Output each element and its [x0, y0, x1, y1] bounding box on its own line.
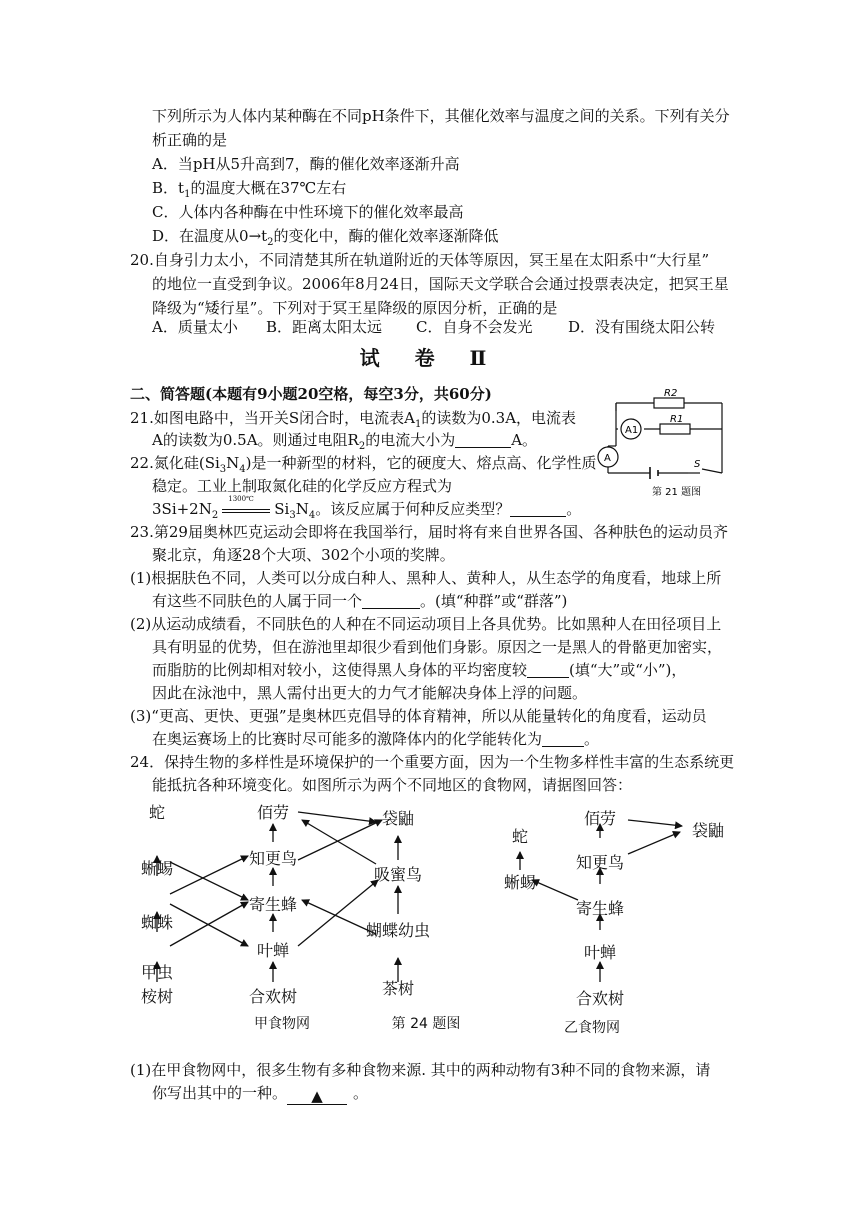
answer-blank	[362, 592, 420, 609]
answer-blank	[542, 730, 584, 747]
node-zhigengniao-yi: 知更鸟	[575, 853, 625, 872]
battery-icon	[650, 467, 658, 479]
q20-option-c: C．自身不会发光	[416, 318, 533, 336]
label-a1: A1	[625, 425, 639, 436]
food-web-figure	[130, 796, 750, 1036]
caption-jia: 甲食物网	[254, 1016, 310, 1032]
section-title: 试 卷 Ⅱ	[359, 346, 501, 370]
node-zhigengniao: 知更鸟	[248, 849, 298, 868]
q21-line1: 21.如图电路中，当开关S闭合时，电流表$A_1$的读数为0.3A，电流表	[130, 409, 577, 430]
node-yechan: 叶蝉	[256, 941, 290, 960]
q19-stem-line1: 下列所示为人体内某种酶在不同pH条件下，其催化效率与温度之间的关系。下列有关分	[152, 107, 730, 125]
q20-line3: 降级为“矮行星”。下列对于冥王星降级的原因分析，正确的是	[152, 299, 558, 317]
node-yechan-yi: 叶蝉	[583, 943, 617, 962]
section-header: 二、简答题(本题有9小题20空格，每空3分，共60分)	[130, 385, 492, 403]
q22-line1: 22.氮化硅$(Si_3N_4)$是一种新型的材料，它的硬度大、熔点高、化学性质	[130, 454, 597, 475]
circuit-diagram	[588, 385, 734, 505]
q22-line2: 稳定。工业上制取氮化硅的化学反应方程式为	[152, 477, 453, 495]
q24-part1-line2: 你写出其中的一种。 ▲ 。	[152, 1084, 369, 1105]
node-daiyou-yi: 袋鼬	[691, 821, 725, 840]
label-s: S	[694, 459, 701, 470]
node-anshu: 桉树	[140, 987, 174, 1006]
q20-line2: 的地位一直受到争议。2006年8月24日，国际天文学联合会通过投票表决定，把冥王星	[152, 275, 729, 293]
q19-option-d: D．在温度从$0\to t_2$的变化中，酶的催化效率逐渐降低	[152, 227, 499, 248]
node-hehuanshu: 合欢树	[248, 987, 298, 1006]
q23-part2-line2: 具有明显的优势，但在游池里却很少看到他们身影。原因之一是黑人的骨骼更加密实，	[152, 638, 723, 656]
q20-line1: 20.自身引力太小，不同清楚其所在轨道附近的天体等原因，冥王星在太阳系中“大行星”	[130, 251, 710, 269]
q20-option-d: D．没有围绕太阳公转	[568, 318, 716, 336]
answer-blank	[455, 431, 511, 448]
q23-part2-line3: 而脂肪的比例却相对较小，这使得黑人身体的平均密度较 (填“大”或“小”)，	[152, 661, 687, 679]
q23-part2-line1: (2)从运动成绩看，不同肤色的人种在不同运动项目上各具优势。比如黑种人在田径项目上	[130, 615, 722, 633]
caption-yi: 乙食物网	[564, 1020, 620, 1036]
answer-blank-marker: ▲	[287, 1088, 347, 1105]
node-ximiniao: 吸蜜鸟	[373, 865, 423, 884]
q23-line2: 聚北京，角逐28个大项、302个小项的奖牌。	[152, 546, 455, 564]
q23-part1-line2: 有这些不同肤色的人属于同一个 。(填“种群”或“群落”)	[152, 592, 568, 610]
q19-option-c: C．人体内各种酶在中性环境下的催化效率最高	[152, 203, 464, 221]
label-r1: R1	[670, 414, 684, 425]
node-daiyou: 袋鼬	[381, 809, 415, 828]
node-jishengfeng: 寄生蜂	[248, 895, 298, 914]
node-xiyi: 蜥蜴	[140, 859, 174, 878]
resistor-r1	[660, 424, 690, 434]
q21-line2: A的读数为0.5A。则通过电阻$R_2$的电流大小为 A。	[152, 431, 538, 452]
q20-option-b: B．距离太阳太远	[266, 318, 383, 336]
q24-line1: 24．保持生物的多样性是环境保护的一个重要方面，因为一个生物多样性丰富的生态系统更	[130, 753, 735, 771]
q23-part3-line1: (3)“更高、更快、更强”是奥林匹克倡导的体育精神，所以从能量转化的角度看，运动员	[130, 707, 707, 725]
node-jishengfeng-yi: 寄生蜂	[575, 899, 625, 918]
node-she: 蛇	[148, 803, 166, 822]
node-xiyi-yi: 蜥蜴	[503, 873, 537, 892]
node-hudieyouchong: 蝴蝶幼虫	[365, 921, 431, 940]
q23-part2-line4: 因此在泳池中，黑人需付出更大的力气才能解决身体上浮的问题。	[152, 684, 588, 702]
q19-option-b: B．$t_1$的温度大概在37℃左右	[152, 179, 347, 200]
node-she-yi: 蛇	[511, 827, 529, 846]
q24-part1-line1: (1)在甲食物网中，很多生物有多种食物来源. 其中的两种动物有3种不同的食物来源，请	[130, 1061, 711, 1079]
q22-equation: $3Si+2N_2$ 1300℃ $Si_3N_4$。该反应属于何种反应类型？ 。	[152, 495, 582, 521]
q23-part1-line1: (1)根据肤色不同，人类可以分成白种人、黑种人、黄种人，从生态学的角度看，地球上所	[130, 569, 722, 587]
resistor-r2	[654, 398, 684, 408]
node-bolao-yi: 佰劳	[583, 809, 617, 828]
q23-part3-line2: 在奥运赛场上的比赛时尽可能多的激降体内的化学能转化为 。	[152, 730, 600, 748]
circuit-caption: 第 21 题图	[652, 487, 702, 498]
answer-blank	[527, 661, 569, 678]
node-bolao: 佰劳	[256, 803, 290, 822]
caption-fig24: 第 24 题图	[391, 1016, 461, 1032]
node-chashu: 茶树	[381, 979, 415, 998]
answer-blank	[510, 500, 566, 517]
q19-stem-line2: 析正确的是	[152, 131, 228, 149]
q19-option-a: A．当pH从5升高到7，酶的催化效率逐渐升高	[152, 155, 460, 173]
node-jiachong: 甲虫	[140, 963, 174, 982]
node-zhizhu: 蜘蛛	[140, 913, 174, 932]
label-a: A	[604, 453, 611, 464]
node-hehuanshu-yi: 合欢树	[575, 989, 625, 1008]
q24-line2: 能抵抗各种环境变化。如图所示为两个不同地区的食物网，请据图回答：	[152, 776, 633, 794]
q23-line1: 23.第29届奥林匹克运动会即将在我国举行，届时将有来自世界各国、各种肤色的运动员齐	[130, 523, 728, 541]
reaction-arrow: 1300℃	[222, 507, 270, 513]
q20-option-a: A．质量太小	[152, 318, 238, 336]
label-r2: R2	[664, 388, 678, 399]
